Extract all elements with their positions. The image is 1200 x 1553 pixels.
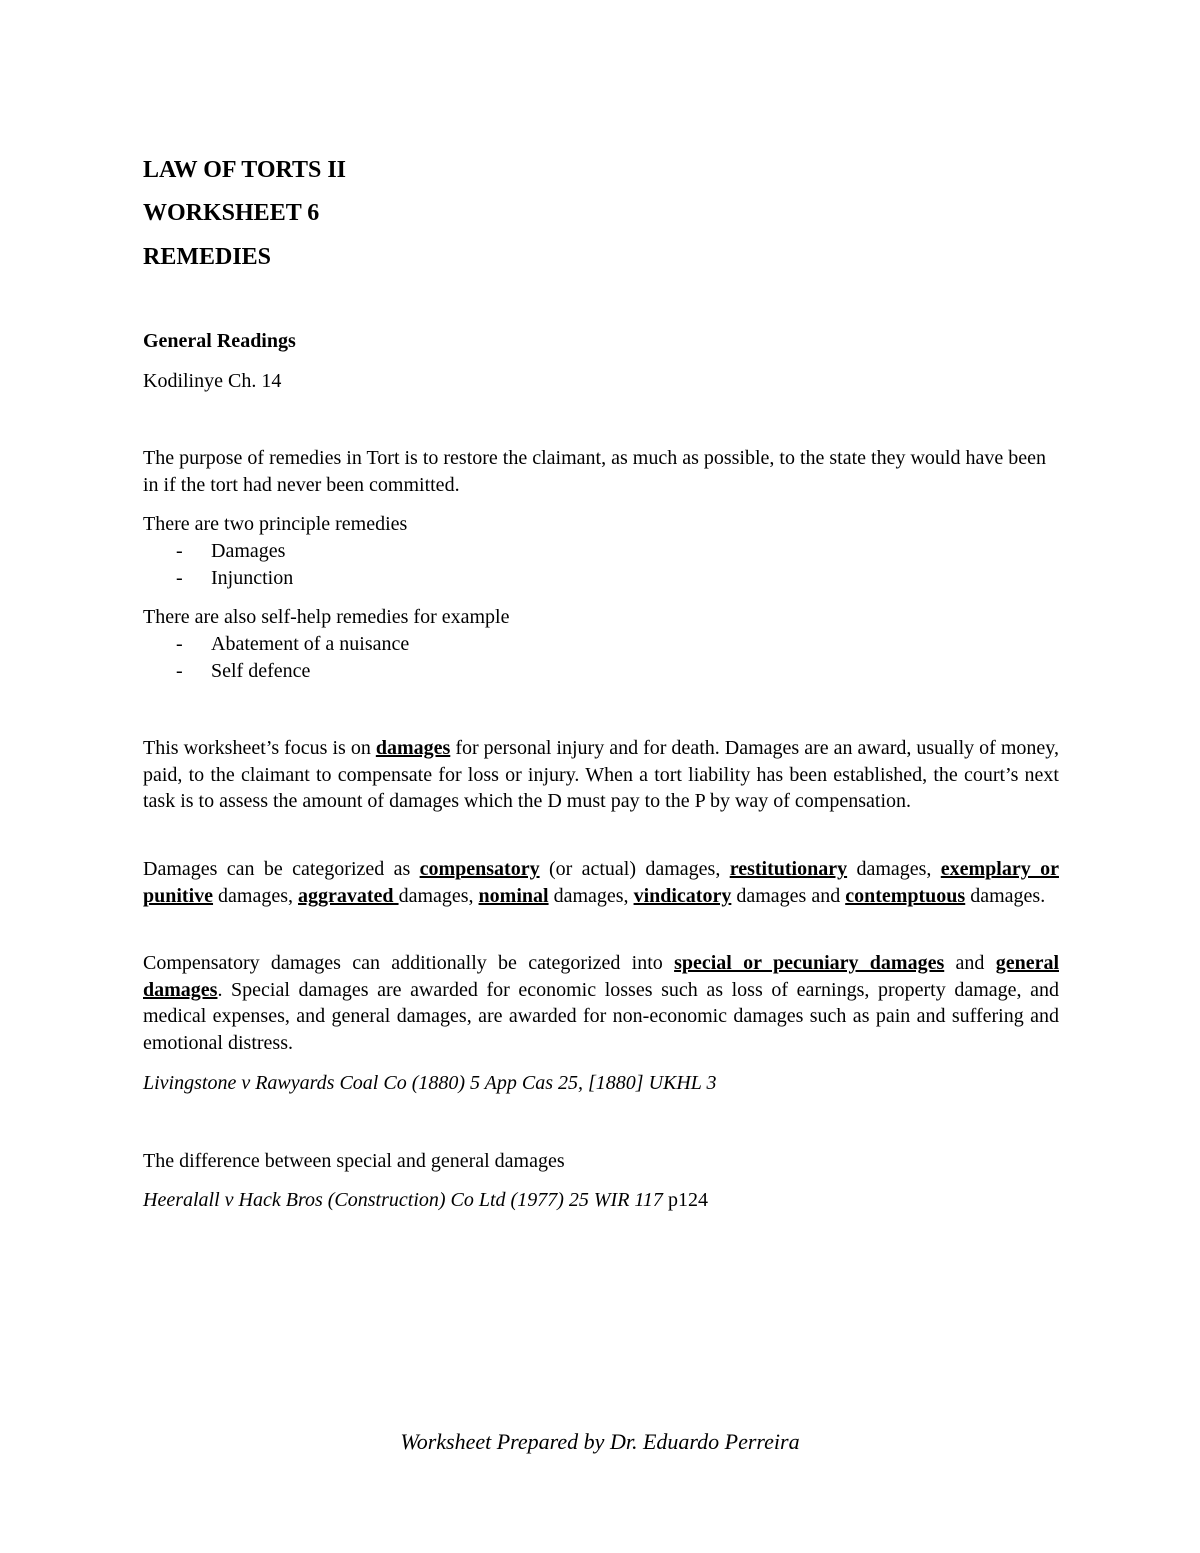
- course-title: LAW OF TORTS II: [143, 157, 347, 183]
- principle-remedies-intro: There are two principle remedies: [143, 513, 408, 535]
- case-name: Heeralall v Hack Bros (Construction) Co Ltd (1977) 25 WIR 117: [143, 1189, 668, 1211]
- term-general-damages: general damages: [143, 952, 1059, 1001]
- readings-heading: General Readings: [143, 330, 296, 352]
- list-item: Damages: [211, 540, 286, 562]
- focus-text: This worksheet’s focus is on: [143, 737, 376, 759]
- worksheet-topic: REMEDIES: [143, 244, 272, 270]
- list-item: Self defence: [211, 660, 311, 682]
- categories-text: damages.: [965, 884, 1046, 907]
- worksheet-number: WORKSHEET 6: [143, 200, 320, 226]
- term-nominal: nominal: [478, 884, 549, 907]
- bullet-marker: -: [176, 567, 183, 589]
- focus-paragraph: [143, 735, 1059, 815]
- term-exemplary-punitive: exemplary or punitive: [143, 858, 1059, 907]
- categories-text: damages,: [548, 884, 634, 907]
- bullet-marker: -: [176, 540, 183, 562]
- categories-text: damages,: [847, 858, 941, 880]
- compensatory-text: and: [944, 952, 996, 974]
- page-reference: p124: [667, 1189, 708, 1211]
- term-compensatory: compensatory: [419, 858, 540, 880]
- list-item: Injunction: [211, 567, 294, 589]
- categories-text: damages,: [213, 884, 299, 907]
- categories-paragraph: [143, 856, 1059, 909]
- term-restitutionary: restitutionary: [729, 858, 848, 880]
- case-citation-heeralall: [143, 1187, 708, 1213]
- compensatory-paragraph: [143, 950, 1059, 1056]
- footer-author: Worksheet Prepared by Dr. Eduardo Perreira: [400, 1429, 800, 1454]
- categories-text: damages,: [398, 884, 479, 907]
- case-citation-livingstone: Livingstone v Rawyards Coal Co (1880) 5 App Cas 25, [1880] UKHL 3: [143, 1072, 717, 1094]
- readings-reference: Kodilinye Ch. 14: [143, 370, 282, 392]
- term-aggravated: aggravated: [298, 884, 399, 907]
- term-vindicatory: vindicatory: [633, 884, 732, 907]
- focus-text: for personal injury and for death. Damages are an award, usually of money, paid, to the claimant to compensate for loss or injury. When a tort liability has been established, the court’s next task is to assess the amount of damages which the D must pay to the P by way of compensation.: [143, 737, 1059, 812]
- bullet-marker: -: [176, 633, 183, 655]
- list-item: Abatement of a nuisance: [211, 633, 410, 655]
- bullet-marker: -: [176, 660, 183, 682]
- difference-heading: The difference between special and general damages: [143, 1150, 565, 1172]
- purpose-paragraph: The purpose of remedies in Tort is to restore the claimant, as much as possible, to the state they would have been in if the tort had never been committed.: [143, 447, 1046, 496]
- categories-text: damages and: [731, 884, 846, 907]
- compensatory-text: Compensatory damages can additionally be categorized into: [143, 952, 675, 974]
- term-contemptuous: contemptuous: [845, 884, 966, 907]
- compensatory-text: . Special damages are awarded for economic losses such as loss of earnings, property damage, and medical expenses, and general damages, are awarded for non-economic damages such as pain and suffering and emotional distress.: [143, 978, 1059, 1054]
- categories-text: Damages can be categorized as: [143, 858, 420, 880]
- self-help-intro: There are also self-help remedies for example: [143, 606, 510, 628]
- term-special-pecuniary: special or pecuniary damages: [674, 952, 945, 974]
- term-damages: damages: [375, 737, 451, 759]
- categories-text: (or actual) damages,: [539, 858, 730, 880]
